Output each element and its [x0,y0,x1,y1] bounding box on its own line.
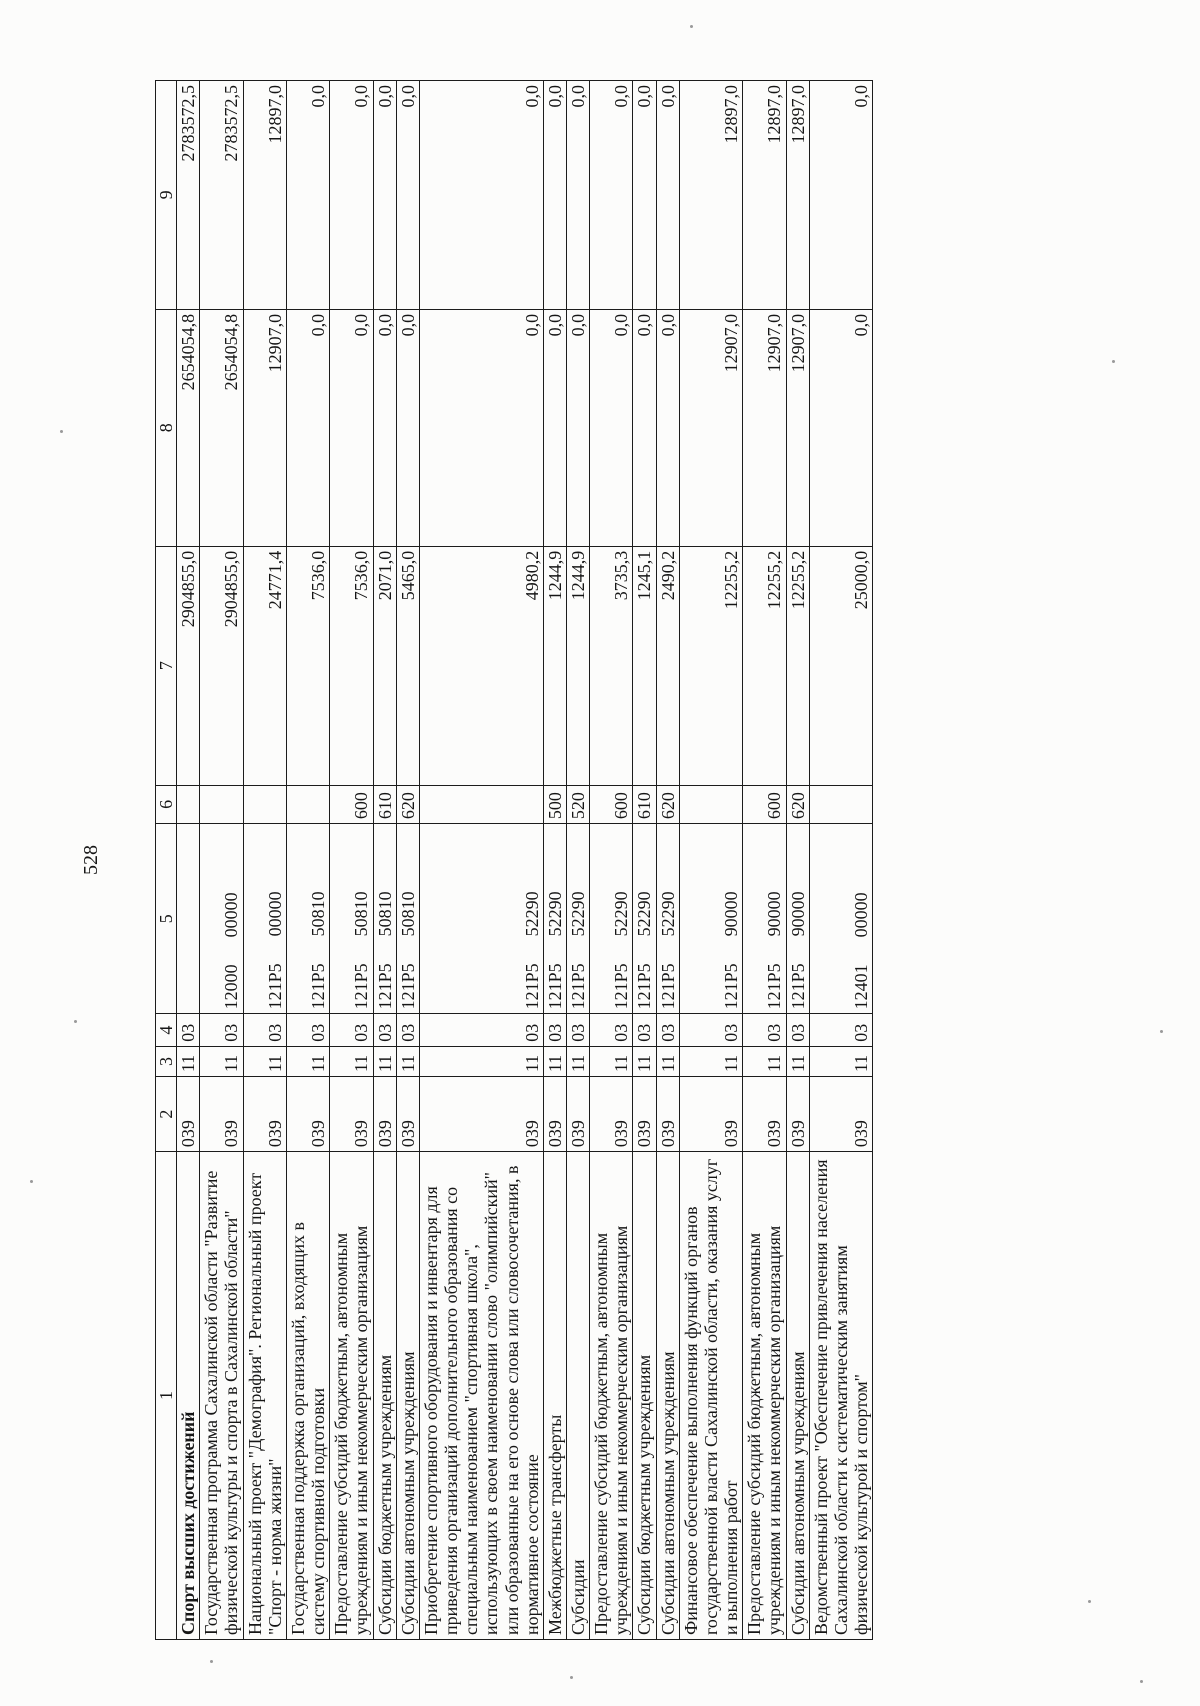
row-name: Предоставление субсидий бюджетным, автономным учреждениям и иным некоммерческим организациям [590,1152,633,1640]
column-header: 6 [156,785,177,823]
row-name: Предоставление субсидий бюджетным, автономным учреждениям и иным некоммерческим организациям [330,1152,373,1640]
expense-direction-code: 50810 [351,891,372,937]
cell-col-5 [419,824,543,1014]
column-header: 7 [156,546,177,785]
cell-col-3: 11 [543,1046,566,1076]
scan-speck [1112,360,1115,363]
expense-direction-code: 90000 [764,891,785,937]
cell-col-5 [786,824,809,1014]
column-header: 9 [156,81,177,310]
scan-speck [1140,1680,1143,1683]
cell-col-3: 11 [419,1046,543,1076]
target-article-code: 121Р5 [657,963,678,1010]
cell-col-4: 03 [566,1014,589,1046]
cell-col-8: 12907,0 [786,309,809,546]
cell-col-3: 11 [396,1046,419,1076]
cell-col-3: 11 [786,1046,809,1076]
cell-col-7: 2904855,0 [177,546,200,785]
cell-col-9: 0,0 [543,81,566,310]
table-row [396,81,419,1640]
cell-col-7: 7536,0 [286,546,329,785]
cell-col-5 [809,824,872,1014]
target-article-code: 121Р5 [397,963,418,1010]
cell-col-9: 12897,0 [786,81,809,310]
cell-col-8: 12907,0 [679,309,742,546]
row-name: Субсидии автономным учреждениям [786,1152,809,1640]
cell-col-5 [656,824,679,1014]
table-row [243,81,286,1640]
cell-col-3: 11 [656,1046,679,1076]
cell-col-2: 039 [177,1077,200,1152]
target-article-code: 121Р5 [634,963,655,1010]
cell-col-8: 12907,0 [243,309,286,546]
table-row [679,81,742,1640]
budget-table [155,80,873,1640]
cell-col-9: 12897,0 [743,81,786,310]
expense-direction-code: 90000 [721,891,742,937]
cell-col-3: 11 [809,1046,872,1076]
cell-col-9: 0,0 [566,81,589,310]
cell-col-4: 03 [200,1014,243,1046]
cell-col-7: 24771,4 [243,546,286,785]
target-article-code: 121Р5 [611,963,632,1010]
cell-col-7: 1244,9 [566,546,589,785]
table-row [543,81,566,1640]
cell-col-4: 03 [743,1014,786,1046]
column-header: 2 [156,1077,177,1152]
cell-col-9: 0,0 [373,81,396,310]
cell-col-3: 11 [200,1046,243,1076]
cell-col-9: 0,0 [590,81,633,310]
row-name: Межбюджетные трансферты [543,1152,566,1640]
cell-col-2: 039 [590,1077,633,1152]
scan-speck [74,1020,77,1023]
cell-col-7: 25000,0 [809,546,872,785]
cell-col-7: 2490,2 [656,546,679,785]
cell-col-9: 0,0 [809,81,872,310]
cell-col-5 [373,824,396,1014]
cell-col-5 [177,824,200,1014]
cell-col-6 [809,785,872,823]
cell-col-2: 039 [679,1077,742,1152]
cell-col-6: 610 [633,785,656,823]
row-name: Государственная поддержка организаций, входящих в систему спортивной подготовки [286,1152,329,1640]
cell-col-9: 0,0 [656,81,679,310]
cell-col-3: 11 [743,1046,786,1076]
cell-col-8: 2654054,8 [200,309,243,546]
column-header: 5 [156,824,177,1014]
rotated-table-sheet [80,80,1095,1640]
cell-col-5 [743,824,786,1014]
cell-col-2: 039 [200,1077,243,1152]
cell-col-4: 03 [656,1014,679,1046]
table-row [743,81,786,1640]
scan-speck [30,1180,33,1183]
cell-col-2: 039 [633,1077,656,1152]
cell-col-2: 039 [330,1077,373,1152]
row-name: Субсидии бюджетным учреждениям [633,1152,656,1640]
cell-col-7: 1245,1 [633,546,656,785]
scan-speck [1088,1600,1091,1603]
row-name: Ведомственный проект "Обеспечение привлечения населения Сахалинской области к систематическим занятиям физической культурой и спортом" [809,1152,872,1640]
cell-col-6: 500 [543,785,566,823]
cell-col-4: 03 [396,1014,419,1046]
row-name: Субсидии [566,1152,589,1640]
target-article-code: 121Р5 [787,963,808,1010]
cell-col-2: 039 [419,1077,543,1152]
cell-col-3: 11 [679,1046,742,1076]
column-number-row [156,81,177,1640]
cell-col-4: 03 [679,1014,742,1046]
cell-col-9: 0,0 [286,81,329,310]
cell-col-4: 03 [419,1014,543,1046]
cell-col-3: 11 [566,1046,589,1076]
cell-col-8: 2654054,8 [177,309,200,546]
cell-col-7: 4980,2 [419,546,543,785]
cell-col-2: 039 [566,1077,589,1152]
cell-col-9: 2783572,5 [200,81,243,310]
cell-col-9: 0,0 [330,81,373,310]
expense-direction-code: 50810 [374,891,395,937]
column-header: 4 [156,1014,177,1046]
cell-col-6 [243,785,286,823]
target-article-code: 121Р5 [521,963,542,1010]
table-row [200,81,243,1640]
cell-col-5 [330,824,373,1014]
cell-col-4: 03 [177,1014,200,1046]
cell-col-2: 039 [286,1077,329,1152]
cell-col-4: 03 [786,1014,809,1046]
target-article-code: 121Р5 [374,963,395,1010]
page-number: 528 [80,845,102,875]
cell-col-3: 11 [177,1046,200,1076]
target-article-code: 121Р5 [264,963,285,1010]
scan-speck [210,1660,213,1663]
column-header: 8 [156,309,177,546]
cell-col-5 [543,824,566,1014]
row-name: Спорт высших достижений [177,1152,200,1640]
scan-speck [570,1676,573,1679]
cell-col-3: 11 [633,1046,656,1076]
cell-col-6 [200,785,243,823]
target-article-code: 121Р5 [308,963,329,1010]
expense-direction-code: 90000 [787,891,808,937]
cell-col-6 [419,785,543,823]
cell-col-7: 2904855,0 [200,546,243,785]
row-name: Национальный проект "Демография". Региональный проект "Спорт - норма жизни" [243,1152,286,1640]
cell-col-8: 0,0 [809,309,872,546]
cell-col-8: 0,0 [656,309,679,546]
table-row [656,81,679,1640]
table-row [330,81,373,1640]
cell-col-6: 600 [590,785,633,823]
expense-direction-code: 50810 [397,891,418,937]
cell-col-9: 0,0 [633,81,656,310]
expense-direction-code: 52290 [567,891,588,937]
cell-col-9: 0,0 [419,81,543,310]
target-article-code: 121Р5 [764,963,785,1010]
cell-col-8: 0,0 [633,309,656,546]
table-row [286,81,329,1640]
scan-speck [1160,1030,1163,1033]
expense-direction-code: 50810 [308,891,329,937]
table-row [633,81,656,1640]
cell-col-5 [633,824,656,1014]
row-name: Субсидии автономным учреждениям [396,1152,419,1640]
cell-col-6: 600 [743,785,786,823]
table-row [177,81,200,1640]
cell-col-4: 03 [243,1014,286,1046]
cell-col-4: 03 [286,1014,329,1046]
target-article-code: 12401 [851,964,871,1010]
column-header: 1 [156,1152,177,1640]
table-row [566,81,589,1640]
row-name: Субсидии автономным учреждениям [656,1152,679,1640]
target-article-code: 121Р5 [544,963,565,1010]
cell-col-3: 11 [590,1046,633,1076]
cell-col-6 [679,785,742,823]
cell-col-9: 12897,0 [679,81,742,310]
expense-direction-code: 52290 [544,891,565,937]
row-name: Финансовое обеспечение выполнения функций органов государственной власти Сахалинской области, оказания услуг и выполнения работ [679,1152,742,1640]
cell-col-6: 620 [786,785,809,823]
row-name: Государственная программа Сахалинской области "Развитие физической культуры и спорта в Сахалинской области" [200,1152,243,1640]
cell-col-2: 039 [786,1077,809,1152]
cell-col-6: 520 [566,785,589,823]
cell-col-6: 620 [396,785,419,823]
table-row [373,81,396,1640]
cell-col-5 [679,824,742,1014]
target-article-code: 121Р5 [721,963,742,1010]
cell-col-2: 039 [396,1077,419,1152]
scan-speck [690,25,693,28]
cell-col-5 [286,824,329,1014]
cell-col-5 [243,824,286,1014]
expense-direction-code: 52290 [634,891,655,937]
row-name: Приобретение спортивного оборудования и инвентаря для приведения организаций дополнительного образования со специальным наименованием "спортивная школа", использующих в своем наименовании слово "олимпийский" или образованные на его основе слова или словосочетания, в нормативное состояние [419,1152,543,1640]
table-row [419,81,543,1640]
cell-col-8: 12907,0 [743,309,786,546]
cell-col-4: 03 [590,1014,633,1046]
cell-col-4: 03 [373,1014,396,1046]
cell-col-8: 0,0 [396,309,419,546]
expense-direction-code: 52290 [521,891,542,937]
cell-col-4: 03 [543,1014,566,1046]
cell-col-6: 610 [373,785,396,823]
cell-col-4: 03 [330,1014,373,1046]
cell-col-5 [590,824,633,1014]
cell-col-2: 039 [543,1077,566,1152]
cell-col-4: 03 [633,1014,656,1046]
expense-direction-code: 52290 [657,891,678,937]
row-name: Предоставление субсидий бюджетным, автономным учреждениям и иным некоммерческим организациям [743,1152,786,1640]
cell-col-7: 2071,0 [373,546,396,785]
cell-col-3: 11 [373,1046,396,1076]
cell-col-8: 0,0 [543,309,566,546]
table-row [809,81,872,1640]
cell-col-6: 600 [330,785,373,823]
cell-col-5 [396,824,419,1014]
target-article-code: 121Р5 [351,963,372,1010]
cell-col-7: 3735,3 [590,546,633,785]
cell-col-9: 12897,0 [243,81,286,310]
scan-speck [60,430,63,433]
row-name: Субсидии бюджетным учреждениям [373,1152,396,1640]
cell-col-9: 2783572,5 [177,81,200,310]
cell-col-2: 039 [743,1077,786,1152]
column-header: 3 [156,1046,177,1076]
cell-col-3: 11 [286,1046,329,1076]
cell-col-8: 0,0 [566,309,589,546]
cell-col-7: 7536,0 [330,546,373,785]
cell-col-2: 039 [809,1077,872,1152]
target-article-code: 12000 [221,964,242,1010]
cell-col-7: 5465,0 [396,546,419,785]
cell-col-5 [566,824,589,1014]
cell-col-3: 11 [243,1046,286,1076]
cell-col-2: 039 [243,1077,286,1152]
cell-col-4: 03 [809,1014,872,1046]
cell-col-8: 0,0 [286,309,329,546]
expense-direction-code: 00000 [221,892,242,938]
cell-col-8: 0,0 [330,309,373,546]
cell-col-6 [286,785,329,823]
target-article-code: 121Р5 [567,963,588,1010]
cell-col-6 [177,785,200,823]
cell-col-2: 039 [373,1077,396,1152]
cell-col-7: 12255,2 [786,546,809,785]
cell-col-6: 620 [656,785,679,823]
expense-direction-code: 00000 [264,891,285,937]
cell-col-8: 0,0 [373,309,396,546]
cell-col-5 [200,824,243,1014]
expense-direction-code: 00000 [851,892,871,938]
table-row [590,81,633,1640]
cell-col-7: 12255,2 [743,546,786,785]
cell-col-9: 0,0 [396,81,419,310]
table-row [786,81,809,1640]
cell-col-3: 11 [330,1046,373,1076]
expense-direction-code: 52290 [611,891,632,937]
cell-col-8: 0,0 [590,309,633,546]
cell-col-7: 12255,2 [679,546,742,785]
cell-col-7: 1244,9 [543,546,566,785]
cell-col-2: 039 [656,1077,679,1152]
cell-col-8: 0,0 [419,309,543,546]
